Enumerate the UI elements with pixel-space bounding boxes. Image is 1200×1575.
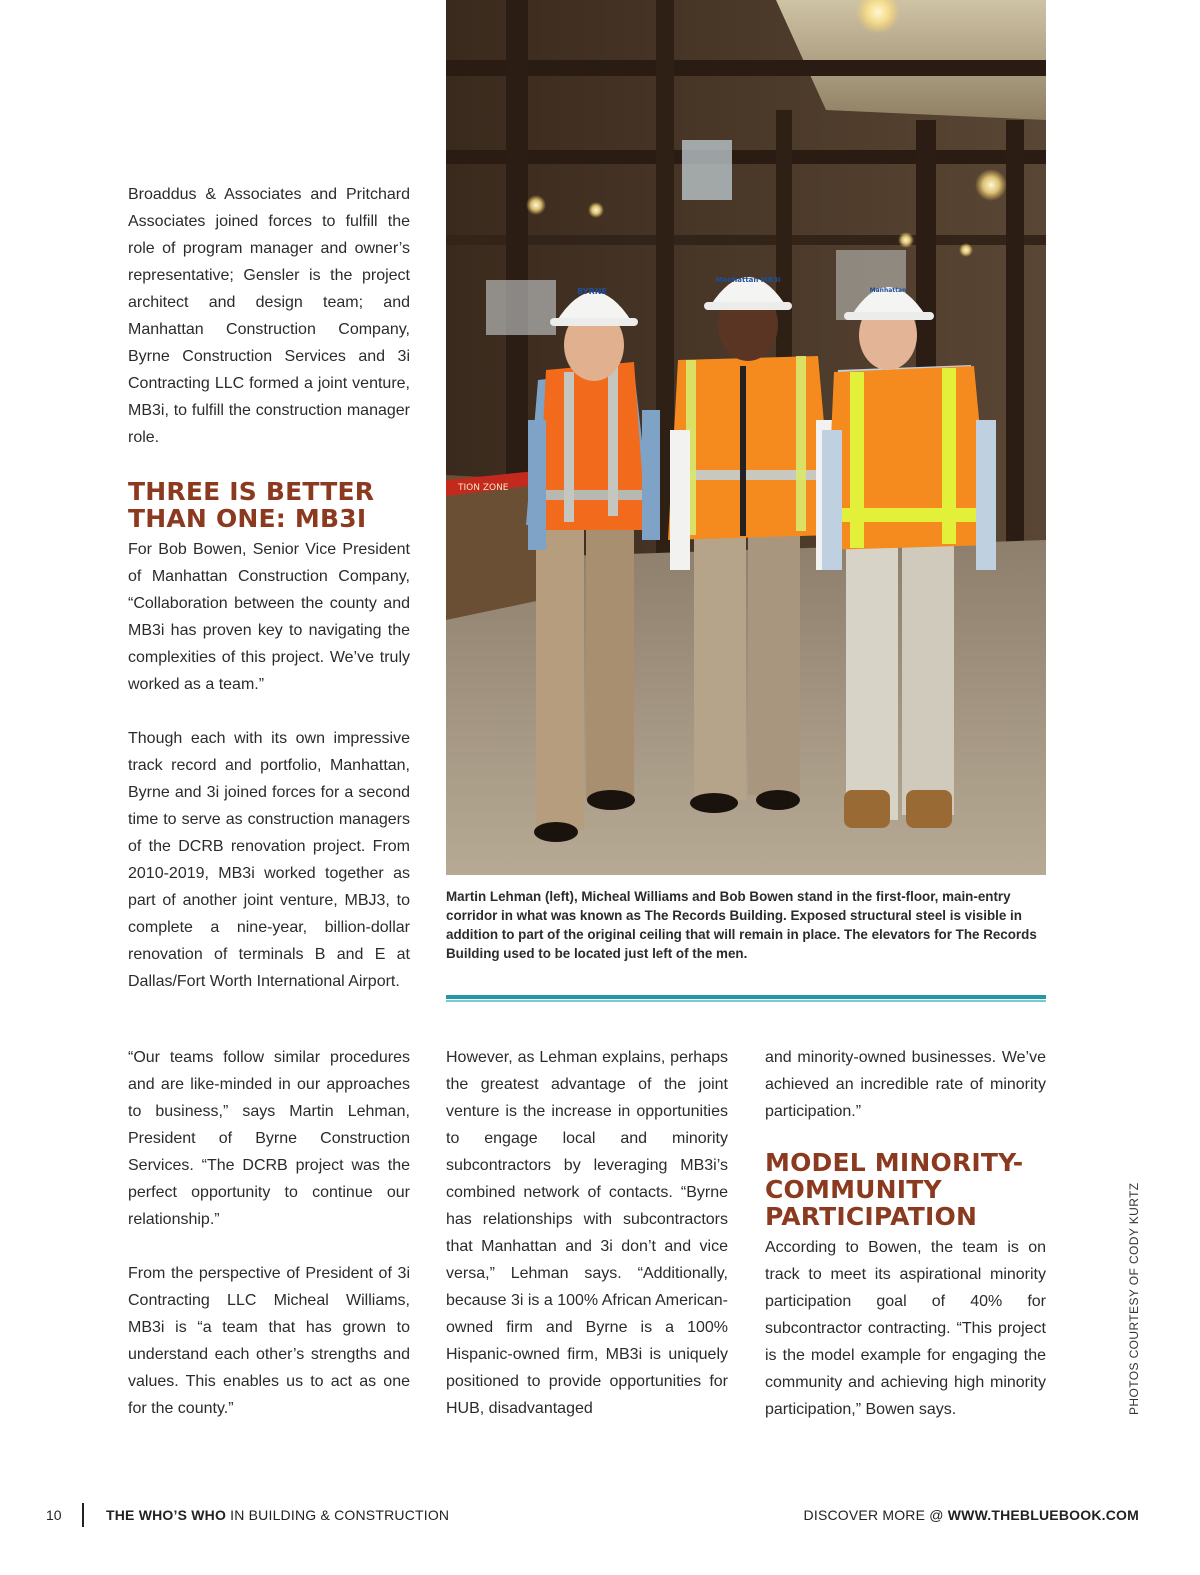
helmet-label: BYRNE [577, 287, 607, 296]
helmet-label: Manhattan MB3i [715, 276, 781, 284]
paragraph: For Bob Bowen, Senior Vice President of Manhattan Construction Company, “Collaboration between the county and MB3i has proven key to navigating the complexities of this project. We’ve truly worked as a team.” [128, 541, 410, 693]
paragraph: Broaddus & Associates and Pritchard Associates joined forces to fulfill the role of program manager and owner’s representative; Gensler is the project architect and design team; and Manhattan Construction Company, Byrne Construction Services and 3i Contracting LLC formed a joint venture, MB3i, to fulfill the construction manager role. [128, 186, 410, 446]
construction-photo [446, 0, 1046, 875]
article-column-1 [128, 181, 410, 995]
paragraph: “Our teams follow similar procedures and are like-minded in our approaches to business,” says Martin Lehman, President of Byrne Construction Services. “The DCRB project was the perfect opportunity to continue our relationship.” [128, 1049, 410, 1228]
photo-credit: PHOTOS COURTESY OF CODY KURTZ [1127, 1182, 1141, 1415]
publication-title [106, 1507, 449, 1523]
divider-line-main [446, 995, 1046, 999]
section-heading-minority: MODEL MINORITY-COMMUNITY PARTICIPATION [765, 1148, 1024, 1231]
paragraph: However, as Lehman explains, perhaps the greatest advantage of the joint venture is the increase in opportunities to engage local and minority subcontractors by leveraging MB3i’s combined network of contacts. “Byrne has relationships with subcontractors that Manhattan and 3i don’t and vice versa,” Lehman says. “Additionally, because 3i is a 100% African American-owned firm and Byrne is a 100% Hispanic-owned firm, MB3i is uniquely positioned to provide opportunities for HUB, disadvantaged [446, 1049, 728, 1417]
footer-separator [82, 1503, 84, 1527]
article-column-2 [446, 1044, 728, 1422]
paragraph: and minority-owned businesses. We’ve achieved an incredible rate of minority participation.” [765, 1049, 1046, 1120]
article-column-1-lower [128, 1044, 410, 1422]
website-url[interactable]: WWW.THEBLUEBOOK.COM [947, 1507, 1139, 1523]
divider-rule [446, 995, 1046, 1003]
discover-more-link[interactable] [804, 1507, 1139, 1523]
helmet-label: Manhattan [869, 287, 907, 294]
divider-line-thin [446, 1000, 1046, 1002]
discover-more-prefix: DISCOVER MORE @ [803, 1507, 948, 1523]
paragraph: Though each with its own impressive track record and portfolio, Manhattan, Byrne and 3i joined forces for a second time to serve as construction managers of the DCRB renovation project. From 2010-2019, MB3i worked together as part of another joint venture, MBJ3, to complete a nine-year, billion-dollar renovation of terminals B and E at Dallas/Fort Worth International Airport. [128, 730, 410, 990]
publication-title-rest: IN BUILDING & CONSTRUCTION [226, 1507, 450, 1523]
section-heading-mb3i: THREE IS BETTER THAN ONE: MB3I [128, 477, 375, 533]
page-number: 10 [46, 1507, 62, 1523]
paragraph: From the perspective of President of 3i Contracting LLC Micheal Williams, MB3i is “a team that has grown to understand each other’s strengths and values. This enables us to act as one for the county.” [128, 1265, 410, 1417]
article-column-3 [765, 1044, 1046, 1423]
paragraph: According to Bowen, the team is on track to meet its aspirational minority participation goal of 40% for subcontractor contracting. “This project is the model example for engaging the community and achieving high minority participation,” Bowen says. [765, 1239, 1046, 1418]
page-footer [0, 1503, 1200, 1529]
publication-title-bold: THE WHO’S WHO [106, 1507, 227, 1523]
tape-text: TION ZONE [458, 483, 509, 493]
photo-caption: Martin Lehman (left), Micheal Williams and Bob Bowen stand in the first-floor, main-entry corridor in what was known as The Records Building. Exposed structural steel is visible in addition to part of the original ceiling that will remain in place. The elevators for The Records Building used to be located just left of the men. [446, 889, 1037, 961]
